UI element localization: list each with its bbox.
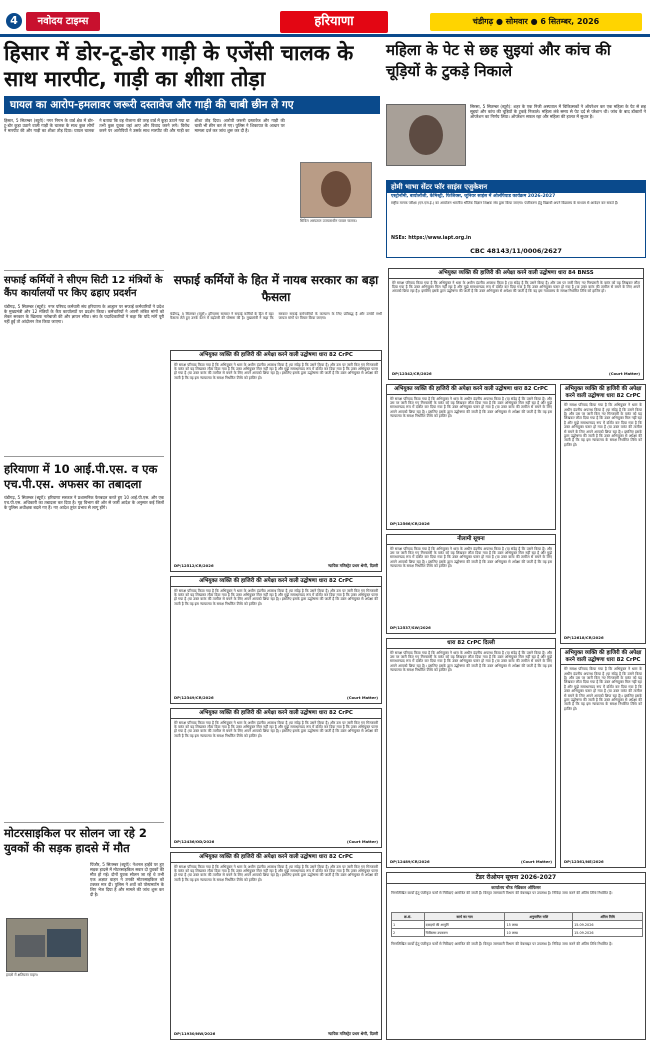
tender-notice (386, 872, 646, 1040)
notice-dp-number: DP/12436/OD/2026 (174, 839, 215, 845)
column-header: अंतिम तिथि (573, 913, 643, 921)
notice-judge: न्यायिक मजिस्ट्रेट प्रथम श्रेणी, दिल्ली (327, 1031, 378, 1037)
left-divider-3 (4, 822, 164, 823)
notice-title: अभियुक्त व्यक्ति की हाजिरी की अपेक्षा करने वाली उद्घोषणा धारा 82 CrPC (561, 649, 645, 665)
table-row (392, 929, 643, 937)
left-divider-2 (4, 456, 164, 457)
left-story-2-body: चंडीगढ़, 5 सितम्बर (ब्यूरो): हरियाणा सरकार ने प्रशासनिक फेरबदल करते हुए 10 आई.पी.एस. और एक एच.पी.एस. अधिकारी का तबादला कर दिया है। गृह विभाग की ओर से जारी आदेश के अनुसार कई जिलों के पुलिस अधीक्षक बदले गए हैं। नए आदेश तुरंत प्रभाव से लागू होंगे। (4, 495, 164, 510)
left-story-2 (4, 462, 164, 782)
dateline: चंडीगढ़ ● सोमवार ● 6 सितम्बर, 2026 (430, 13, 642, 31)
notice-body: मेरे समक्ष परिवाद किया गया है कि अभियुक्त ने धारा के अधीन दंडनीय अपराध किया है (या संदेह है कि उसने किया है) और उस पर जारी किए गए गिरफ्तारी के वारंट को यह लिखकर लौटा दिया गया है कि उक्त अभियुक्त मिल नहीं रहा है और मुझे समाधानप्रद रूप में दर्शित कर दिया गया है कि उक्त अभियुक्त फरार हो गया है (या उक्त वारंट की तामील से बचने के लिए अपने आपको छिपा रहा है)। इसलिए इसके द्वारा उद्घोषणा की जाती है कि उक्त अभियुक्त से अपेक्षा की जाती है कि वह इस न्यायालय के समक्ष निर्धारित तिथि को हाजिर हो। (392, 280, 640, 294)
notice-judge: न्यायिक मजिस्ट्रेट प्रथम श्रेणी, दिल्ली (327, 563, 378, 569)
notice-body: मेरे समक्ष परिवाद किया गया है कि अभियुक्त ने धारा के अधीन दंडनीय अपराध किया है (या संदेह है कि उसने किया है) और उस पर जारी किए गए गिरफ्तारी के वारंट को यह लिखकर लौटा दिया गया है कि उक्त अभियुक्त मिल नहीं रहा है और मुझे समाधानप्रद रूप में दर्शित कर दिया गया है कि उक्त अभियुक्त फरार हो गया है (या उक्त वारंट की तामील से बचने के लिए अपने आपको छिपा रहा है)। इसलिए इसके द्वारा उद्घोषणा की जाती है कि उक्त अभियुक्त से अपेक्षा की जाती है कि वह इस न्यायालय के समक्ष निर्धारित तिथि को हाजिर हो। (564, 403, 642, 447)
court-notice (560, 648, 646, 868)
lead-photo-face (321, 171, 351, 207)
lead-headline: हिसार में डोर-टू-डोर गाड़ी के एजेंसी चालक के साथ मारपीट, गाड़ी का शीशा तोड़ा (4, 41, 354, 91)
notice-footer (564, 636, 642, 641)
accident-photo-caption: हादसे में क्षतिग्रस्त वाहन। (6, 973, 38, 977)
notice-body: मेरे समक्ष परिवाद किया गया है कि अभियुक्त ने धारा के अधीन दंडनीय अपराध किया है (या संदेह है कि उसने किया है) और उस पर जारी किए गए गिरफ्तारी के वारंट को यह लिखकर लौटा दिया गया है कि उक्त अभियुक्त मिल नहीं रहा है और मुझे समाधानप्रद रूप में दर्शित कर दिया गया है कि उक्त अभियुक्त फरार हो गया है (या उक्त वारंट की तामील से बचने के लिए अपने आपको छिपा रहा है)। इसलिए इसके द्वारा उद्घोषणा की जाती है कि उक्त अभियुक्त से अपेक्षा की जाती है कि वह इस न्यायालय के समक्ष निर्धारित तिथि को हाजिर हो। (174, 588, 378, 606)
ad-subtitle: एस्ट्रोनॉमी, बायोलॉजी, केमिस्ट्री, फिजिक्स, जूनियर साइंस में ओलंपियाड कार्यक्रम 2026-2027 (391, 194, 556, 199)
notice-body: मेरे समक्ष परिवाद किया गया है कि अभियुक्त ने धारा के अधीन दंडनीय अपराध किया है (या संदेह है कि उसने किया है) और उस पर जारी किए गए गिरफ्तारी के वारंट को यह लिखकर लौटा दिया गया है कि उक्त अभियुक्त मिल नहीं रहा है और मुझे समाधानप्रद रूप में दर्शित कर दिया गया है कि उक्त अभियुक्त फरार हो गया है (या उक्त वारंट की तामील से बचने के लिए अपने आपको छिपा रहा है)। इसलिए इसके द्वारा उद्घोषणा की जाती है कि उक्त अभियुक्त से अपेक्षा की जाती है कि वह इस न्यायालय के समक्ष निर्धारित तिथि को हाजिर हो। (174, 864, 378, 882)
notice-dp-number: DP/12349/CR/2026 (174, 695, 214, 701)
ad-title: होमी भाभा सेंटर फॉर साइंस एजुकेशन (387, 181, 645, 193)
notice-footer (392, 372, 640, 377)
table-cell: दवाइयों की आपूर्ति (424, 921, 505, 929)
tender-body: निम्नलिखित कार्यों हेतु पंजीकृत फर्मों से निविदाएं आमंत्रित की जाती हैं। विस्तृत जानकारी विभाग की वेबसाइट पर उपलब्ध है। निविदा जमा करने की अंतिम तिथि निर्धारित है। (391, 891, 613, 895)
court-notice (388, 268, 644, 380)
table-cell: 15 लाख (505, 921, 573, 929)
table-cell: 10 लाख (505, 929, 573, 937)
masthead-rule (0, 34, 650, 37)
notice-dp-number: DP/12537/SW/2026 (390, 625, 431, 631)
notice-footer (174, 840, 378, 845)
column-header: अनुमानित राशि (505, 913, 573, 921)
notice-footer (390, 860, 552, 865)
table-header-row (392, 913, 643, 921)
left-story-1 (4, 274, 164, 454)
notice-court: (Court Matter) (347, 695, 378, 701)
left-divider-1 (4, 270, 164, 271)
notice-footer (174, 564, 378, 569)
notice-court: (Court Matter) (609, 371, 640, 377)
table-row (392, 921, 643, 929)
notice-footer (390, 626, 552, 631)
column-header: क्र.सं. (392, 913, 425, 921)
notice-dp-number: DP/12566/CR/2026 (390, 521, 430, 527)
ad-website[interactable]: NSEs: https://www.iapt.org.in (391, 236, 472, 241)
notice-title: धारा 82 CrPC दिल्ली (387, 639, 555, 649)
notice-body: मेरे समक्ष परिवाद किया गया है कि अभियुक्त ने धारा के अधीन दंडनीय अपराध किया है (या संदेह है कि उसने किया है) और उस पर जारी किए गए गिरफ्तारी के वारंट को यह लिखकर लौटा दिया गया है कि उक्त अभियुक्त मिल नहीं रहा है और मुझे समाधानप्रद रूप में दर्शित कर दिया गया है कि उक्त अभियुक्त फरार हो गया है (या उक्त वारंट की तामील से बचने के लिए अपने आपको छिपा रहा है)। इसलिए इसके द्वारा उद्घोषणा की जाती है कि उक्त अभियुक्त से अपेक्षा की जाती है कि वह इस न्यायालय के समक्ष निर्धारित तिथि को हाजिर हो। (390, 396, 552, 419)
vehicle-shape (15, 935, 45, 957)
section-title: हरियाणा (280, 11, 388, 33)
notice-footer (564, 860, 642, 865)
left-story-3-body: पिंजौर, 5 सितम्बर (ब्यूरो): नेशनल हाईवे पर हुए सड़क हादसे में मोटरसाइकिल सवार दो युवकों की मौत हो गई। दोनों युवक सोलन जा रहे थे तभी एक अज्ञात वाहन ने उनकी मोटरसाइकिल को टक्कर मार दी। पुलिस ने शवों को पोस्टमार्टम के लिए भेज दिया है और मामले की जांच शुरू कर दी है। (90, 862, 164, 897)
notice-body: मेरे समक्ष परिवाद किया गया है कि अभियुक्त ने धारा के अधीन दंडनीय अपराध किया है (या संदेह है कि उसने किया है) और उस पर जारी किए गए गिरफ्तारी के वारंट को यह लिखकर लौटा दिया गया है कि उक्त अभियुक्त मिल नहीं रहा है और मुझे समाधानप्रद रूप में दर्शित कर दिया गया है कि उक्त अभियुक्त फरार हो गया है (या उक्त वारंट की तामील से बचने के लिए अपने आपको छिपा रहा है)। इसलिए इसके द्वारा उद्घोषणा की जाती है कि उक्त अभियुक्त से अपेक्षा की जाती है कि वह इस न्यायालय के समक्ष निर्धारित तिथि को हाजिर हो। (564, 667, 642, 711)
notice-title: नीलामी सूचना (387, 535, 555, 545)
table-cell: 15.09.2026 (573, 921, 643, 929)
olympiad-ad (386, 180, 646, 258)
tender-title: टेंडर रीओपन सूचना 2026-2027 (387, 873, 645, 884)
left-story-1-body: चंडीगढ़, 5 सितम्बर (ब्यूरो): नगर परिषद कर्मचारी संघ हरियाणा के आह्वान पर सफाई कर्मचारियों ने प्रदेश के मुख्यमंत्री और 12 मंत्रियों के कैंप कार्यालयों पर प्रदर्शन किया। कर्मचारियों ने अपनी लंबित मांगों को लेकर सरकार के खिलाफ नारेबाजी की और ज्ञापन सौंपा। संघ के पदाधिकारियों ने कहा कि यदि मांगें पूरी नहीं हुईं तो आंदोलन तेज किया जाएगा। (4, 304, 164, 324)
notice-title: अभियुक्त व्यक्ति की हाजिरी की अपेक्षा करने वाली उद्घोषणा धारा 82 CrPC (171, 351, 381, 361)
notice-body: मेरे समक्ष परिवाद किया गया है कि अभियुक्त ने धारा के अधीन दंडनीय अपराध किया है (या संदेह है कि उसने किया है) और उस पर जारी किए गए गिरफ्तारी के वारंट को यह लिखकर लौटा दिया गया है कि उक्त अभियुक्त मिल नहीं रहा है और मुझे समाधानप्रद रूप में दर्शित कर दिया गया है कि उक्त अभियुक्त फरार हो गया है (या उक्त वारंट की तामील से बचने के लिए अपने आपको छिपा रहा है)। इसलिए इसके द्वारा उद्घोषणा की जाती है कि उक्त अभियुक्त से अपेक्षा की जाती है कि वह इस न्यायालय के समक्ष निर्धारित तिथि को हाजिर हो। (174, 720, 378, 738)
table-cell: 15.09.2026 (573, 929, 643, 937)
right-top-photo (386, 104, 466, 166)
notice-body: मेरे समक्ष परिवाद किया गया है कि अभियुक्त ने धारा के अधीन दंडनीय अपराध किया है (या संदेह है कि उसने किया है) और उस पर जारी किए गए गिरफ्तारी के वारंट को यह लिखकर लौटा दिया गया है कि उक्त अभियुक्त मिल नहीं रहा है और मुझे समाधानप्रद रूप में दर्शित कर दिया गया है कि उक्त अभियुक्त फरार हो गया है (या उक्त वारंट की तामील से बचने के लिए अपने आपको छिपा रहा है)। इसलिए इसके द्वारा उद्घोषणा की जाती है कि उक्त अभियुक्त से अपेक्षा की जाती है कि वह इस न्यायालय के समक्ष निर्धारित तिथि को हाजिर हो। (390, 546, 552, 569)
notice-title: अभियुक्त व्यक्ति की हाजिरी की अपेक्षा करने वाली उद्घोषणा धारा 82 CrPC (561, 385, 645, 401)
ad-body: राष्ट्रीय मानक परीक्षा (एन.एस.ई.) का आयोजन भारतीय भौतिक विज्ञान शिक्षक संघ द्वारा किया जाएगा। पंजीकरण हेतु विद्यार्थी अपने विद्यालय के माध्यम से आवेदन कर सकते हैं। (391, 201, 619, 205)
court-notice (386, 638, 556, 868)
page-number: 4 (6, 13, 22, 29)
tender-subtitle: कार्यालय चीफ मेडिकल ऑफिसर (491, 885, 541, 890)
court-notice (170, 576, 382, 704)
paper-logo: नवोदय टाइम्स (26, 12, 100, 31)
tender-terms: निम्नलिखित कार्यों हेतु पंजीकृत फर्मों से निविदाएं आमंत्रित की जाती हैं। विस्तृत जानकारी विभाग की वेबसाइट पर उपलब्ध है। निविदा जमा करने की अंतिम तिथि निर्धारित है। (391, 942, 613, 946)
right-top-photo-face (409, 115, 443, 155)
notice-dp-number: DP/12512/CR/2026 (174, 563, 214, 569)
masthead (0, 0, 650, 36)
notice-dp-number: DP/12618/CR/2026 (564, 635, 604, 641)
right-top-body: सिरसा, 5 सितम्बर (ब्यूरो): शहर के एक निजी अस्पताल में चिकित्सकों ने ऑपरेशन कर एक महिला के पेट से छह सुइयां और कांच की चूड़ियों के टुकड़े निकाले। महिला लंबे समय से पेट दर्द से परेशान थी। जांच के बाद डॉक्टरों ने ऑपरेशन का निर्णय लिया। ऑपरेशन सफल रहा और महिला की हालत में सुधार है। (470, 104, 646, 119)
accident-photo (6, 918, 88, 972)
notice-footer (174, 1032, 378, 1037)
notice-dp-number: DP/11930/NW/2026 (174, 1031, 216, 1037)
lead-photo (300, 162, 372, 218)
notice-dp-number: DP/12342/CR/2026 (392, 371, 432, 377)
table-cell: चिकित्सा उपकरण (424, 929, 505, 937)
tender-table (391, 912, 643, 937)
notice-footer (390, 522, 552, 527)
table-cell: 2 (392, 929, 425, 937)
right-top-headline: महिला के पेट से छह सुइयां और कांच की चूड़ियों के टुकड़े निकाले (386, 41, 611, 80)
notice-title: अभियुक्त व्यक्ति की हाजिरी की अपेक्षा करने वाली उद्घोषणा धारा 84 BNSS (389, 269, 643, 279)
table-cell: 1 (392, 921, 425, 929)
notice-title: अभियुक्त व्यक्ति की हाजिरी की अपेक्षा करने वाली उद्घोषणा धारा 82 CrPC (171, 709, 381, 719)
court-notice (170, 350, 382, 572)
court-notice (560, 384, 646, 644)
notice-dp-number: DP/12361/NE/2026 (564, 859, 604, 865)
notice-court: (Court Matter) (347, 839, 378, 845)
notice-court: (Court Matter) (521, 859, 552, 865)
middle-body: चंडीगढ़, 5 सितम्बर (ब्यूरो): हरियाणा सरकार ने सफाई कर्मियों के हित में बड़ा फैसला लेते हुए उनके वेतन में बढ़ोतरी की घोषणा की है। मुख्यमंत्री ने कहा कि सरकार सफाई कर्मचारियों के कल्याण के लिए प्रतिबद्ध है और उनकी सभी जायज मांगों पर विचार किया जाएगा। (170, 312, 382, 321)
left-story-1-headline: सफाई कर्मियों ने सीएम सिटी 12 मंत्रियों के कैंप कार्यालयों पर किए ढहाए प्रदर्शन (4, 275, 163, 299)
court-notice (170, 708, 382, 848)
court-notice (170, 852, 382, 1040)
lead-story (4, 40, 380, 268)
notice-title: अभियुक्त व्यक्ति की हाजिरी की अपेक्षा करने वाली उद्घोषणा धारा 82 CrPC (171, 577, 381, 587)
lead-deck: घायल का आरोप-हमलावर जरूरी दस्तावेज और गाड़ी की चाबी छीन ले गए (4, 96, 380, 114)
notice-title: अभियुक्त व्यक्ति की हाजिरी की अपेक्षा करने वाली उद्घोषणा धारा 82 CrPC (387, 385, 555, 395)
court-notice (386, 384, 556, 530)
left-story-2-headline: हरियाणा में 10 आई.पी.एस. व एक एच.पी.एस. अफसर का तबादला (4, 462, 158, 491)
notice-body: मेरे समक्ष परिवाद किया गया है कि अभियुक्त ने धारा के अधीन दंडनीय अपराध किया है (या संदेह है कि उसने किया है) और उस पर जारी किए गए गिरफ्तारी के वारंट को यह लिखकर लौटा दिया गया है कि उक्त अभियुक्त मिल नहीं रहा है और मुझे समाधानप्रद रूप में दर्शित कर दिया गया है कि उक्त अभियुक्त फरार हो गया है (या उक्त वारंट की तामील से बचने के लिए अपने आपको छिपा रहा है)। इसलिए इसके द्वारा उद्घोषणा की जाती है कि उक्त अभियुक्त से अपेक्षा की जाती है कि वह इस न्यायालय के समक्ष निर्धारित तिथि को हाजिर हो। (390, 650, 552, 673)
lead-body: हिसार, 5 सितम्बर (ब्यूरो): नगर निगम के वार्ड क्षेत्र में डोर-टू-डोर कूड़ा उठाने वाली गाड़ी के चालक के साथ कुछ लोगों ने मारपीट की और गाड़ी का शीशा तोड़ दिया। घायल चालक ने बताया कि वह रोजाना की तरह वार्ड में कूड़ा उठाने गया था तभी कुछ युवक वहां आए और विवाद करने लगे। विरोध करने पर आरोपियों ने उसके साथ मारपीट की और गाड़ी का शीशा तोड़ दिया। आरोपी जरूरी दस्तावेज और गाड़ी की चाबी भी छीन कर ले गए। पुलिस ने शिकायत के आधार पर मामला दर्ज कर जांच शुरू कर दी है। (4, 118, 285, 133)
middle-headline: सफाई कर्मियों के हित में नायब सरकार का बड़ा फैसला (173, 273, 379, 304)
lead-photo-caption: सिविल अस्पताल उपचाराधीन घायल चालक। (300, 219, 358, 223)
notice-dp-number: DP/12489/CR/2026 (390, 859, 430, 865)
ad-cbc-code: CBC 48143/11/0006/2627 (470, 247, 562, 255)
column-header: कार्य का नाम (424, 913, 505, 921)
notice-footer (174, 696, 378, 701)
auction-notice (386, 534, 556, 634)
vehicle-shape (47, 929, 81, 957)
notice-title: अभियुक्त व्यक्ति की हाजिरी की अपेक्षा करने वाली उद्घोषणा धारा 82 CrPC (171, 853, 381, 863)
left-story-3-headline: मोटरसाइकिल पर सोलन जा रहे 2 युवकों की सड़क हादसे में मौत (4, 826, 147, 855)
notice-body: मेरे समक्ष परिवाद किया गया है कि अभियुक्त ने धारा के अधीन दंडनीय अपराध किया है (या संदेह है कि उसने किया है) और उस पर जारी किए गए गिरफ्तारी के वारंट को यह लिखकर लौटा दिया गया है कि उक्त अभियुक्त मिल नहीं रहा है और मुझे समाधानप्रद रूप में दर्शित कर दिया गया है कि उक्त अभियुक्त फरार हो गया है (या उक्त वारंट की तामील से बचने के लिए अपने आपको छिपा रहा है)। इसलिए इसके द्वारा उद्घोषणा की जाती है कि उक्त अभियुक्त से अपेक्षा की जाती है कि वह इस न्यायालय के समक्ष निर्धारित तिथि को हाजिर हो। (174, 362, 378, 380)
